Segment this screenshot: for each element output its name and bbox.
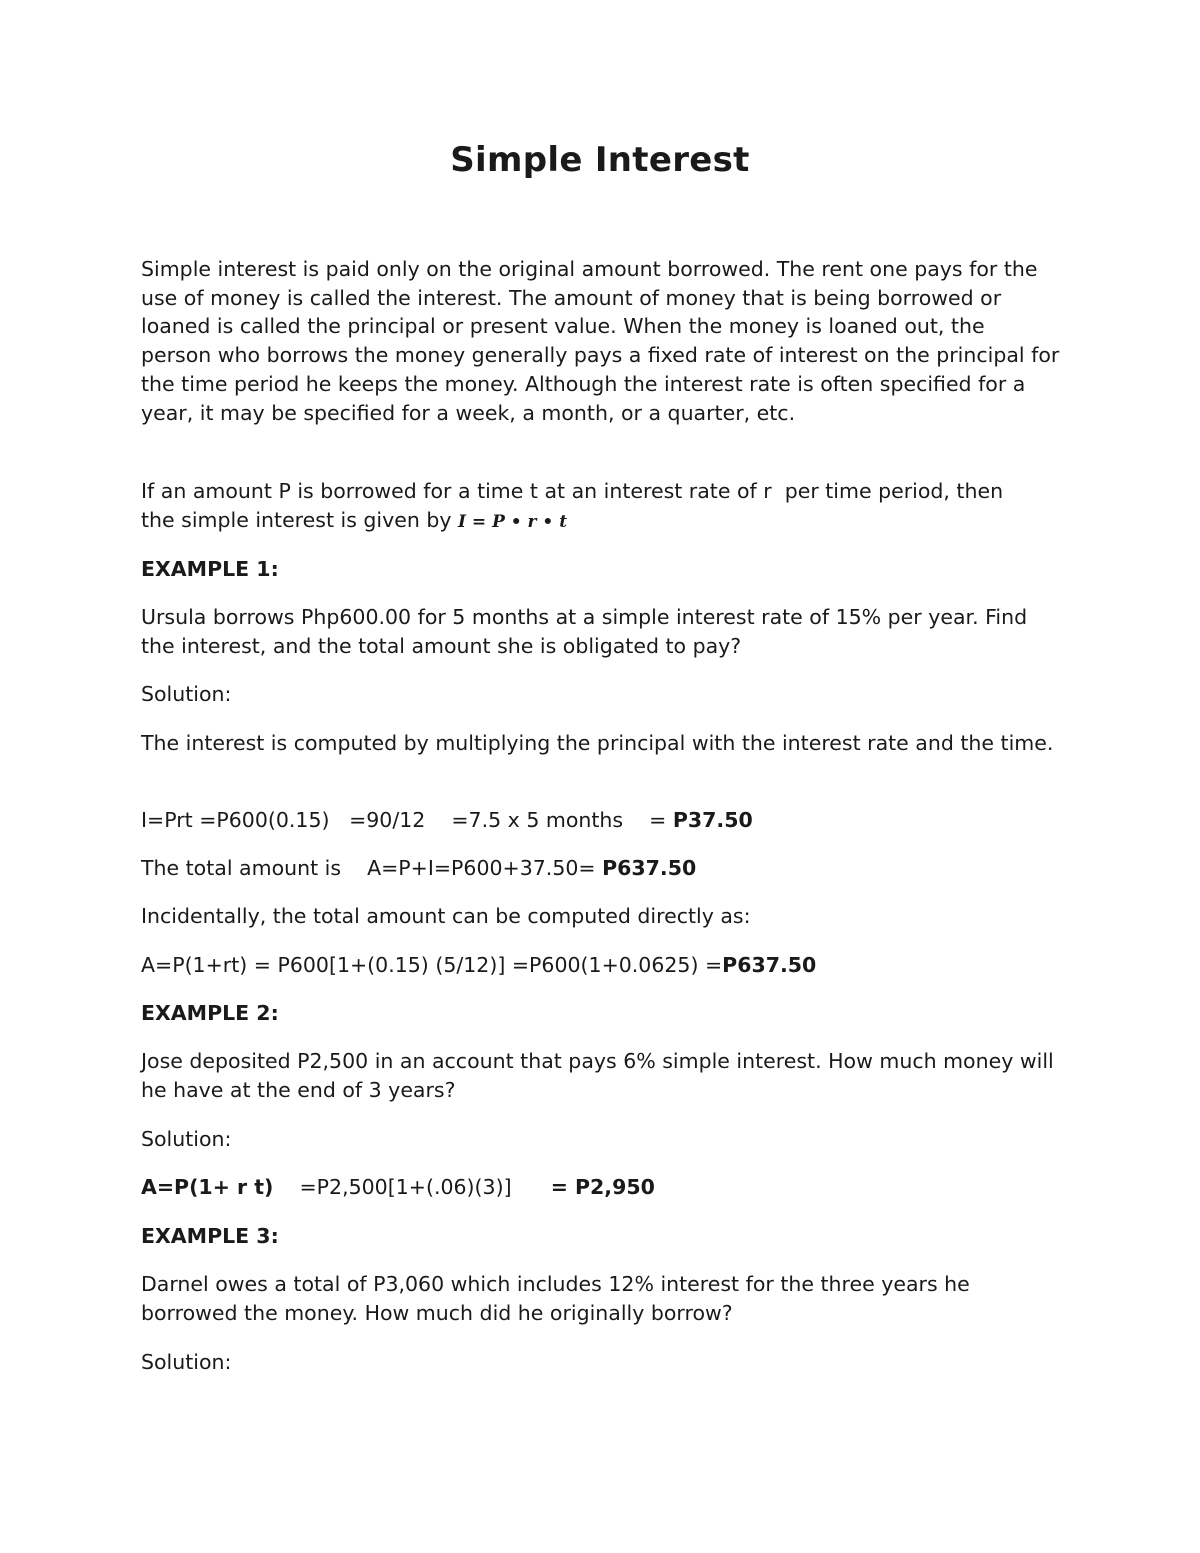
example-1-total-calc <box>141 854 1061 883</box>
interest-result: P37.50 <box>672 808 753 832</box>
example-2-calc-text: =P2,500[1+(.06)(3)] <box>273 1175 551 1199</box>
definition-line-2 <box>141 506 1061 537</box>
example-3-heading: EXAMPLE 3: <box>141 1224 279 1248</box>
example-2-formula: A=P(1+ r t) <box>141 1175 274 1199</box>
definition-line-1: If an amount P is borrowed for a time t at an interest rate of r per time period, then <box>141 479 1004 503</box>
example-1-incidental: Incidentally, the total amount can be computed directly as: <box>141 904 751 928</box>
example-2-problem: Jose deposited P2,500 in an account that pays 6% simple interest. How much money will he have at the end of 3 years? <box>141 1049 1054 1102</box>
simple-interest-formula: I = P • r • t <box>458 511 568 532</box>
example-3-problem: Darnel owes a total of P3,060 which includes 12% interest for the three years he borrowed the money. How much did he originally borrow? <box>141 1272 970 1325</box>
example-2-heading: EXAMPLE 2: <box>141 1001 279 1025</box>
total-result: P637.50 <box>602 856 697 880</box>
interest-calc-text: I=Prt =P600(0.15) =90/12 =7.5 x 5 months = <box>141 808 673 832</box>
example-1-direct-calc <box>141 951 1061 980</box>
example-1-interest-calc <box>141 806 1061 835</box>
example-2-result: = P2,950 <box>550 1175 655 1199</box>
total-calc-text: The total amount is A=P+I=P600+37.50= <box>141 856 603 880</box>
definition-paragraph <box>141 477 1061 536</box>
example-1-explanation: The interest is computed by multiplying the principal with the interest rate and the time. <box>141 731 1054 755</box>
example-1-problem: Ursula borrows Php600.00 for 5 months at a simple interest rate of 15% per year. Find the interest, and the total amount she is obligated to pay? <box>141 605 1028 658</box>
direct-result: P637.50 <box>722 953 817 977</box>
intro-paragraph: Simple interest is paid only on the original amount borrowed. The rent one pays for the use of money is called the interest. The amount of money that is being borrowed or loaned is called the principal or present value. When the money is loaned out, the person who borrows the money generally pays a fixed rate of interest on the principal for the time period he keeps the money. Although the interest rate is often specified for a year, it may be specified for a week, a month, or a quarter, etc. <box>141 257 1060 425</box>
example-3-solution-label: Solution: <box>141 1350 232 1374</box>
example-2-calc <box>141 1173 1061 1202</box>
definition-prefix: the simple interest is given by <box>141 507 459 532</box>
example-1-heading: EXAMPLE 1: <box>141 557 279 581</box>
example-1-solution-label: Solution: <box>141 682 232 706</box>
direct-calc-text: A=P(1+rt) = P600[1+(0.15) (5/12)] =P600(1+0.0625) = <box>141 953 723 977</box>
page-title: Simple Interest <box>450 140 750 180</box>
example-2-solution-label: Solution: <box>141 1127 232 1151</box>
